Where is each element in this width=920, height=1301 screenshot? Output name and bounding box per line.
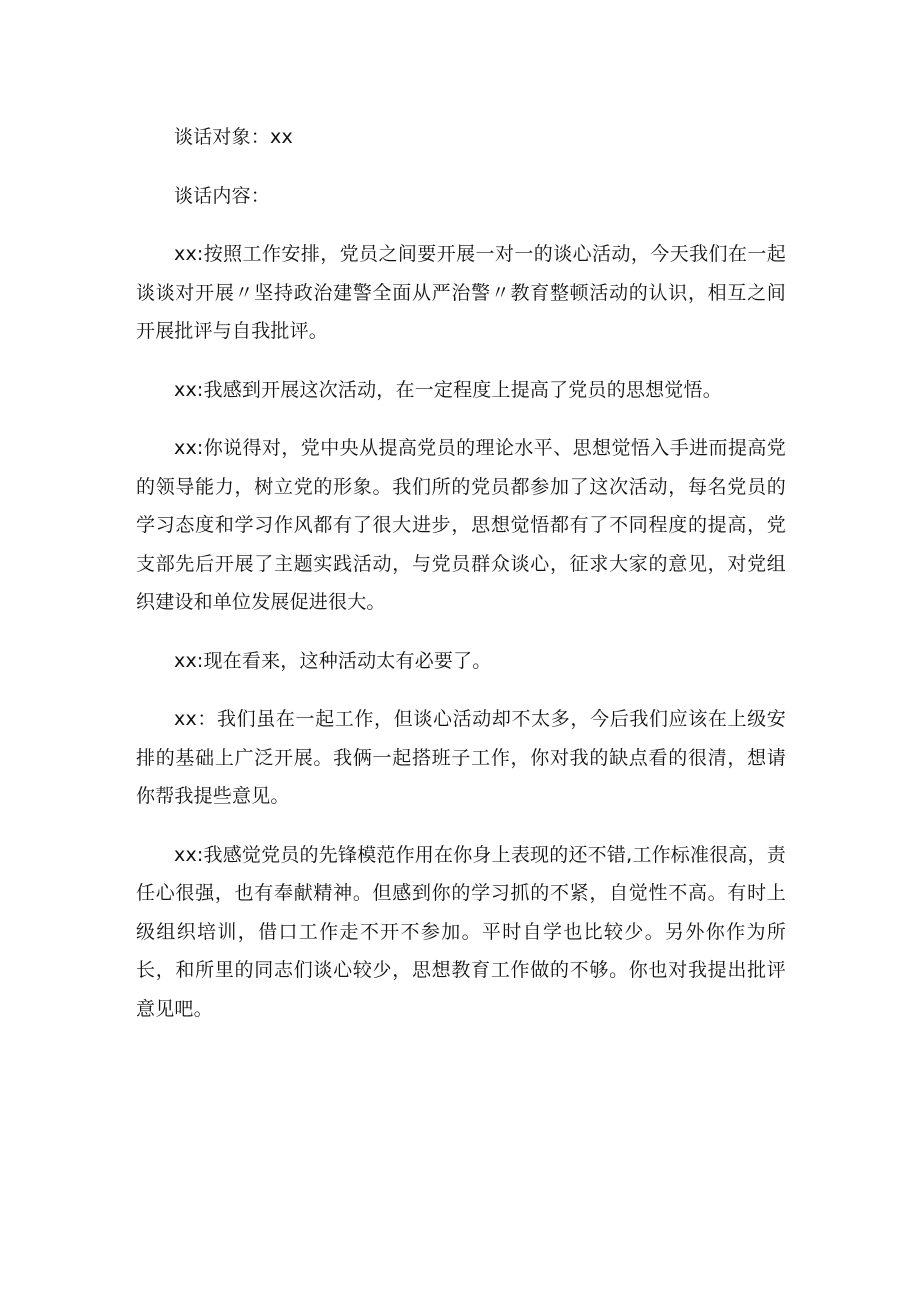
interview-subject: 谈话对象：xx [174,126,293,148]
dialogue-paragraph: xx:按照工作安排，党员之间要开展一对一的谈心活动，今天我们在一起谈谈对开展〃坚持政治建警全面从严治警〃教育整顿活动的认识，相互之间开展批评与自我批评。 [136,243,786,342]
dialogue-paragraph: xx：我们虽在一起工作，但谈心活动却不太多，今后我们应该在上级安排的基础上广泛开展。我俩一起搭班子工作，你对我的缺点看的很清，想请你帮我提些意见。 [136,708,786,807]
dialogue-paragraph: xx:我感到开展这次活动，在一定程度上提高了党员的思想觉悟。 [174,378,722,401]
document-body [136,118,786,1028]
interview-content-heading: 谈话内容： [174,184,271,207]
dialogue-paragraph: xx:你说得对，党中央从提高党员的理论水平、思想觉悟入手进而提高党的领导能力，树立党的形象。我们所的党员都参加了这次活动，每名党员的学习态度和学习作风都有了很大进步，思想觉悟都有了不同程度的提高，党支部先后开展了主题实践活动，与党员群众谈心，征求大家的意见，对党组织建设和单位发展促进很大。 [136,437,786,613]
dialogue-paragraph: xx:现在看来，这种活动太有必要了。 [174,649,492,672]
dialogue-paragraph: xx:我感觉党员的先锋模范作用在你身上表现的还不错,工作标准很高，责任心很强，也有奉献精神。但感到你的学习抓的不紧，自觉性不高。有时上级组织培训，借口工作走不开不参加。平时自学也比较少。另外你作为所长，和所里的同志们谈心较少，思想教育工作做的不够。你也对我提出批评意见吧。 [136,843,786,1020]
